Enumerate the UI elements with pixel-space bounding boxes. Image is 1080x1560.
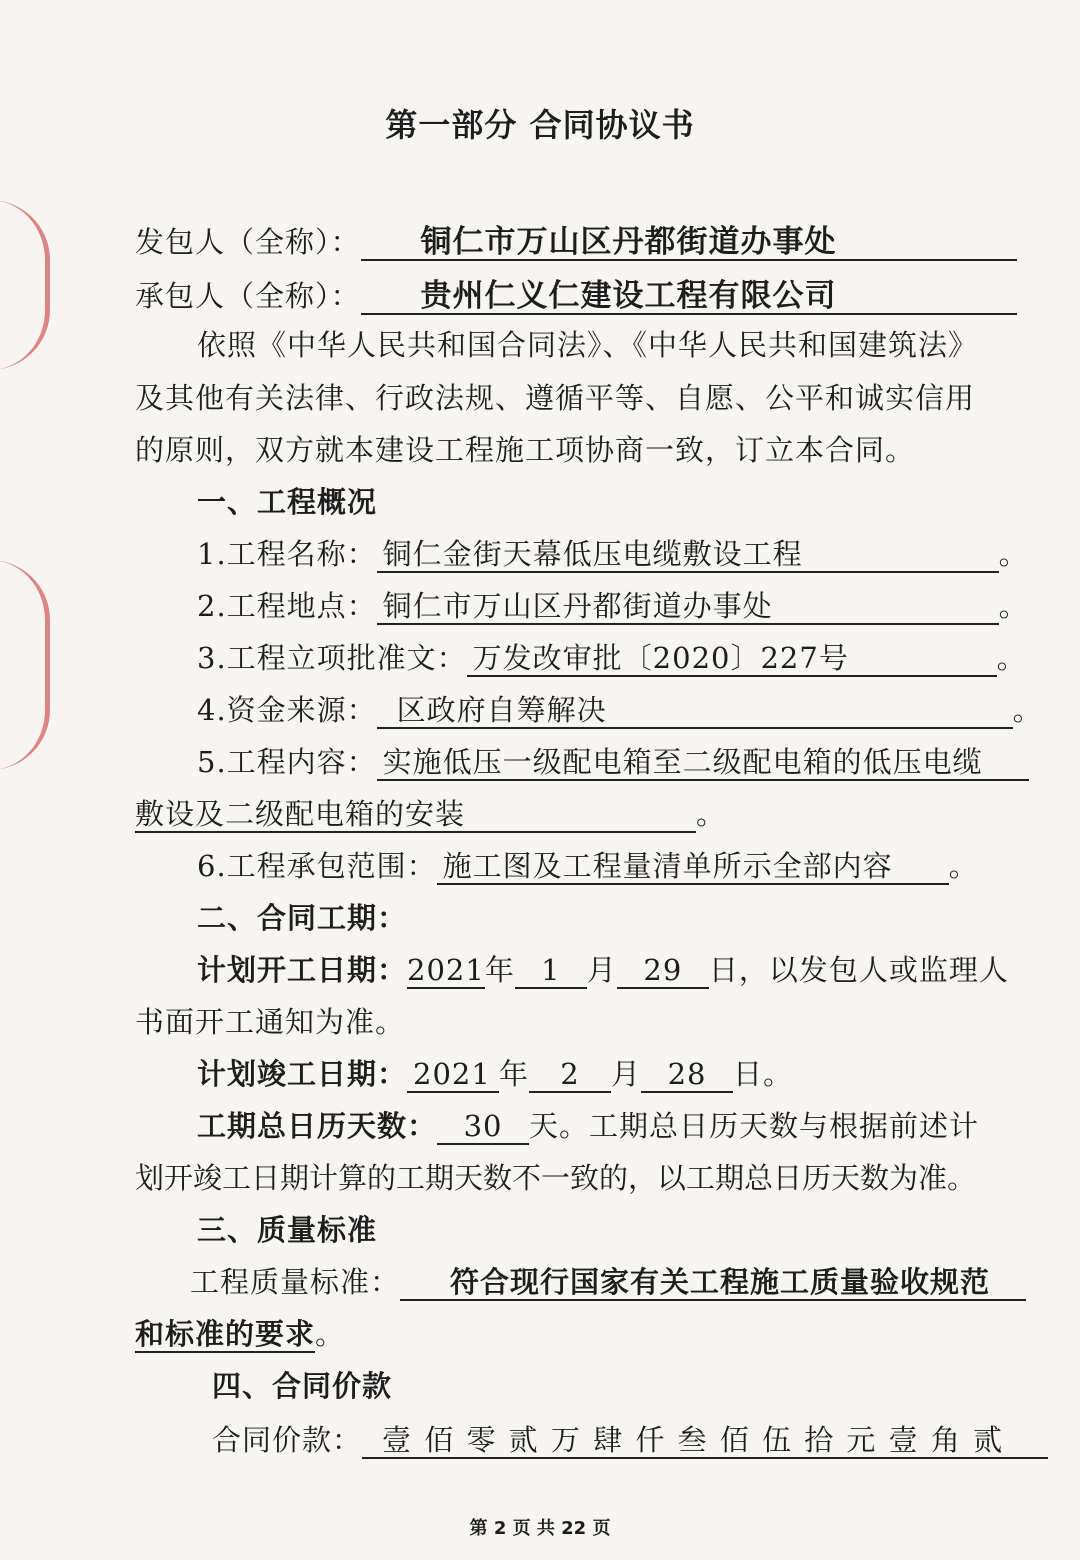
contractor-line <box>135 276 1017 316</box>
preamble-line-2: 及其他有关法律、行政法规、遵循平等、自愿、公平和诚实信用 <box>135 381 976 415</box>
end-date-line <box>197 1054 793 1094</box>
end-date-label: 计划竣工日期： <box>197 1057 408 1091</box>
quality-line-1 <box>190 1262 1026 1302</box>
scope-label: 6.工程承包范围： <box>197 849 437 883</box>
period: 。 <box>696 797 727 831</box>
red-seal-stamp <box>0 560 50 770</box>
start-year: 2021 <box>407 953 485 987</box>
employer-line <box>135 222 1017 262</box>
employer-value: 铜仁市万山区丹都街道办事处 <box>361 225 1017 261</box>
red-seal-stamp <box>0 200 50 370</box>
funding-line <box>197 690 1043 730</box>
project-location-line <box>197 586 1029 626</box>
month-char: 月 <box>611 1057 642 1091</box>
start-day: 29 <box>617 953 709 989</box>
project-name-line <box>197 534 1029 574</box>
content-line-2 <box>135 794 726 834</box>
page-title: 第一部分 合同协议书 <box>385 106 695 144</box>
project-location-value: 铜仁市万山区丹都街道办事处 <box>377 589 999 625</box>
price-value: 壹 佰 零 贰 万 肆 仟 叁 佰 伍 拾 元 壹 角 贰 <box>362 1423 1048 1459</box>
start-date-line-2: 书面开工通知为准。 <box>135 1005 406 1039</box>
period: 。 <box>948 849 979 883</box>
page-footer: 第 2 页 共 22 页 <box>469 1518 611 1539</box>
end-day: 28 <box>641 1057 733 1093</box>
section-2-heading: 二、合同工期： <box>197 901 408 935</box>
funding-label: 4.资金来源： <box>197 693 377 727</box>
year-char: 年 <box>499 1057 530 1091</box>
contractor-label: 承包人（全称）： <box>135 279 361 313</box>
content-value-1: 实施低压一级配电箱至二级配电箱的低压电缆 <box>377 745 1029 781</box>
period: 。 <box>315 1317 346 1351</box>
end-month: 2 <box>529 1057 611 1093</box>
total-days-line <box>197 1106 979 1146</box>
period: 。 <box>998 589 1029 623</box>
approval-label: 3.工程立项批准文： <box>197 641 467 675</box>
approval-line <box>197 638 1027 678</box>
funding-value: 区政府自筹解决 <box>377 693 1013 729</box>
quality-value-1: 符合现行国家有关工程施工质量验收规范 <box>400 1265 1026 1301</box>
preamble-line-3: 的原则，双方就本建设工程施工项协商一致，订立本合同。 <box>135 433 916 467</box>
total-days-label: 工期总日历天数： <box>197 1109 438 1143</box>
price-line <box>212 1420 1048 1460</box>
start-month: 1 <box>515 953 587 989</box>
quality-value-2: 和标准的要求 <box>135 1317 316 1351</box>
period: 。 <box>996 641 1027 675</box>
month-char: 月 <box>586 953 617 987</box>
end-date-rest: 日。 <box>733 1057 794 1091</box>
approval-value: 万发改审批〔2020〕227号 <box>467 641 997 677</box>
project-name-label: 1.工程名称： <box>197 537 377 571</box>
project-location-label: 2.工程地点： <box>197 589 377 623</box>
content-label: 5.工程内容： <box>197 745 377 779</box>
start-date-line <box>197 950 1009 990</box>
price-label: 合同价款： <box>212 1423 363 1457</box>
section-1-heading: 一、工程概况 <box>197 485 378 519</box>
content-line-1 <box>197 742 1029 782</box>
section-4-heading: 四、合同价款 <box>212 1369 393 1403</box>
project-name-value: 铜仁金街天幕低压电缆敷设工程 <box>377 537 999 573</box>
period: 。 <box>998 537 1029 571</box>
preamble-line-1: 依照《中华人民共和国合同法》、《中华人民共和国建筑法》 <box>197 328 979 362</box>
quality-label: 工程质量标准： <box>190 1265 401 1299</box>
scope-line <box>197 846 979 886</box>
employer-label: 发包人（全称）： <box>135 225 361 259</box>
period: 。 <box>1012 693 1043 727</box>
start-date-label: 计划开工日期： <box>197 953 408 987</box>
scope-value: 施工图及工程量清单所示全部内容 <box>437 849 949 885</box>
content-value-2: 敷设及二级配电箱的安装 <box>135 797 696 833</box>
quality-line-2 <box>135 1314 345 1354</box>
year-char: 年 <box>484 953 515 987</box>
start-date-rest: 日，以发包人或监理人 <box>708 953 1009 987</box>
total-days-rest: 天。工期总日历天数与根据前述计 <box>529 1109 980 1143</box>
section-3-heading: 三、质量标准 <box>197 1213 378 1247</box>
total-days-line-2: 划开竣工日期计算的工期天数不一致的，以工期总日历天数为准。 <box>135 1161 977 1195</box>
contractor-value: 贵州仁义仁建设工程有限公司 <box>361 279 1017 315</box>
total-days-value: 30 <box>437 1109 529 1145</box>
end-year: 2021 <box>407 1057 499 1093</box>
